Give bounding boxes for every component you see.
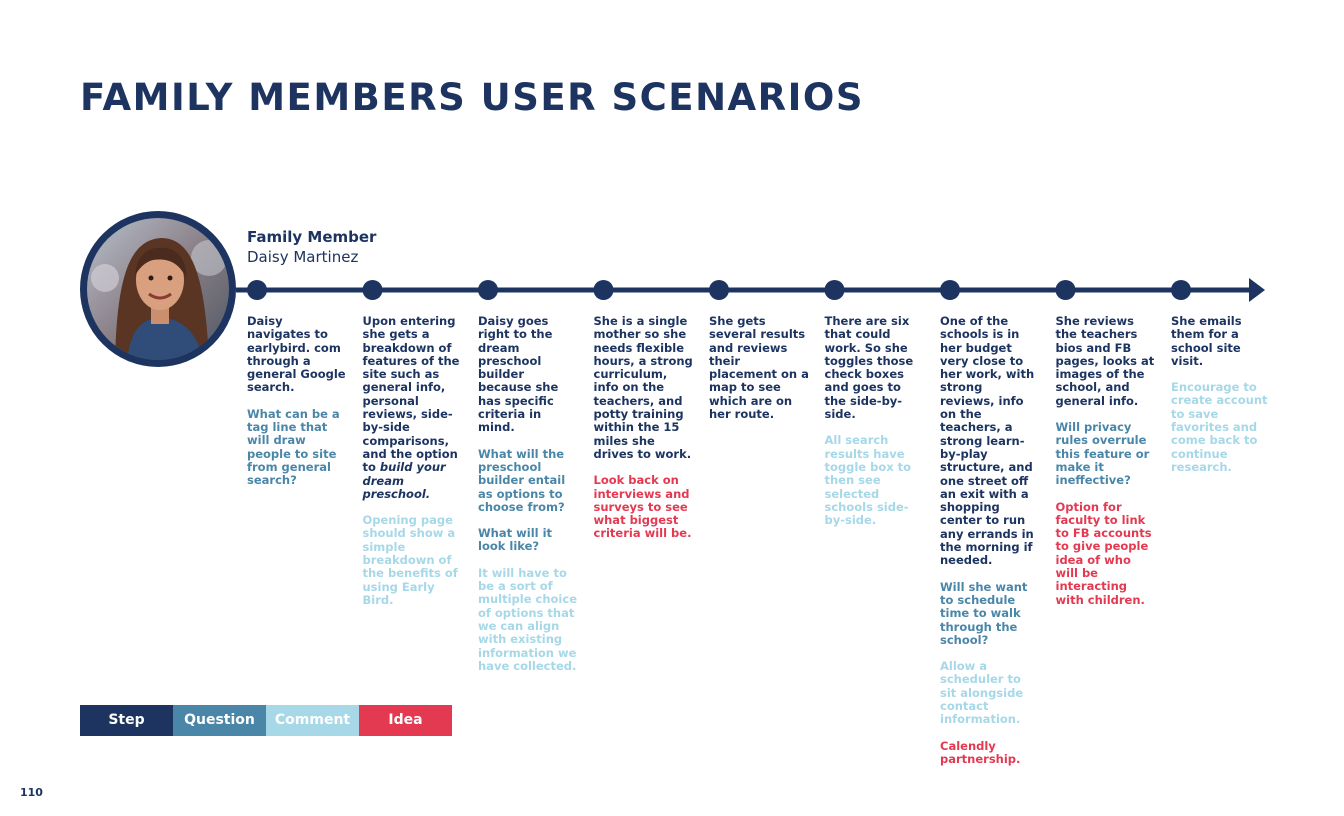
persona-label bbox=[247, 227, 376, 267]
scenario-column bbox=[825, 315, 925, 540]
step-text: Upon entering she gets a breakdown of features of the site such as general info, personal reviews, side-by-side comparisons, and the option to build your dream preschool. bbox=[362, 314, 460, 501]
step-text: One of the schools is in her budget very close to her work, with strong reviews, info on the teachers, a strong learn-by-play structure, and one street off an exit with a shopping center to run any errands in the morning if needed. bbox=[940, 314, 1035, 568]
idea-text: Calendly partnership. bbox=[940, 738, 1021, 766]
scenario-column bbox=[1171, 315, 1271, 487]
step-text: She gets several results and reviews their placement on a map to see which are on her route. bbox=[709, 314, 809, 422]
question-text: Will she want to schedule time to walk through the school? bbox=[940, 579, 1028, 647]
timeline-arrow-icon bbox=[1249, 278, 1265, 302]
idea-text: Look back on interviews and surveys to see what biggest criteria will be. bbox=[593, 473, 692, 541]
timeline-dot bbox=[363, 280, 383, 300]
comment-text: Encourage to create account to save favorites and come back to continue research. bbox=[1171, 380, 1268, 474]
legend-question: Question bbox=[173, 705, 266, 736]
step-text: Daisy goes right to the dream preschool builder because she has specific criteria in mind. bbox=[478, 314, 559, 435]
scenario-column bbox=[1056, 315, 1156, 620]
comment-text: All search results have toggle box to then see selected schools side-by-side. bbox=[824, 433, 912, 528]
timeline-dot bbox=[594, 280, 614, 300]
step-text: There are six that could work. So she toggles those check boxes and goes to the side-by-side. bbox=[824, 314, 914, 422]
idea-text: Option for faculty to link to FB accounts to give people idea of who will be interacting with children. bbox=[1055, 499, 1152, 607]
comment-text: Allow a scheduler to sit alongside contact information. bbox=[940, 659, 1024, 727]
legend bbox=[80, 705, 452, 736]
question-text: What can be a tag line that will draw people to site from general search? bbox=[247, 406, 340, 488]
comment-text: Opening page should show a simple breakdown of the benefits of using Early Bird. bbox=[362, 513, 458, 607]
scenario-column bbox=[594, 315, 694, 554]
timeline-dot bbox=[709, 280, 729, 300]
scenario-column bbox=[940, 315, 1040, 779]
timeline-dot bbox=[940, 280, 960, 300]
question-text: What will the preschool builder entail as options to choose from? bbox=[478, 446, 566, 514]
scenario-column bbox=[363, 315, 463, 620]
persona-name: Daisy Martinez bbox=[247, 248, 359, 266]
question-text: What will it look like? bbox=[478, 526, 553, 554]
timeline bbox=[0, 274, 1344, 306]
persona-role: Family Member bbox=[247, 228, 377, 246]
comment-text: It will have to be a sort of multiple choice of options that we can align with existing information we have collected. bbox=[478, 565, 577, 673]
legend-step: Step bbox=[80, 705, 173, 736]
step-emphasis: build your dream preschool. bbox=[362, 460, 446, 501]
timeline-dot bbox=[478, 280, 498, 300]
scenario-column bbox=[709, 315, 809, 434]
scenario-column bbox=[478, 315, 578, 686]
question-text: Will privacy rules overrule this feature or make it ineffective? bbox=[1055, 420, 1150, 488]
timeline-dot bbox=[1171, 280, 1191, 300]
timeline-dot bbox=[1056, 280, 1076, 300]
timeline-dot bbox=[247, 280, 267, 300]
step-text: She reviews the teachers bios and FB pages, looks at images of the school, and general info. bbox=[1055, 314, 1155, 408]
page-number: 110 bbox=[20, 786, 43, 799]
scenario-column bbox=[247, 315, 347, 501]
step-text: She emails them for a school site visit. bbox=[1171, 314, 1242, 368]
legend-comment: Comment bbox=[266, 705, 359, 736]
timeline-dot bbox=[825, 280, 845, 300]
page-title: FAMILY MEMBERS USER SCENARIOS bbox=[80, 76, 865, 119]
legend-idea: Idea bbox=[359, 705, 452, 736]
step-text: She is a single mother so she needs flexible hours, a strong curriculum, info on the teachers, and potty training within the 15 miles she drives to work. bbox=[593, 314, 693, 461]
step-text: Daisy navigates to earlybird. com through a general Google search. bbox=[247, 314, 346, 395]
